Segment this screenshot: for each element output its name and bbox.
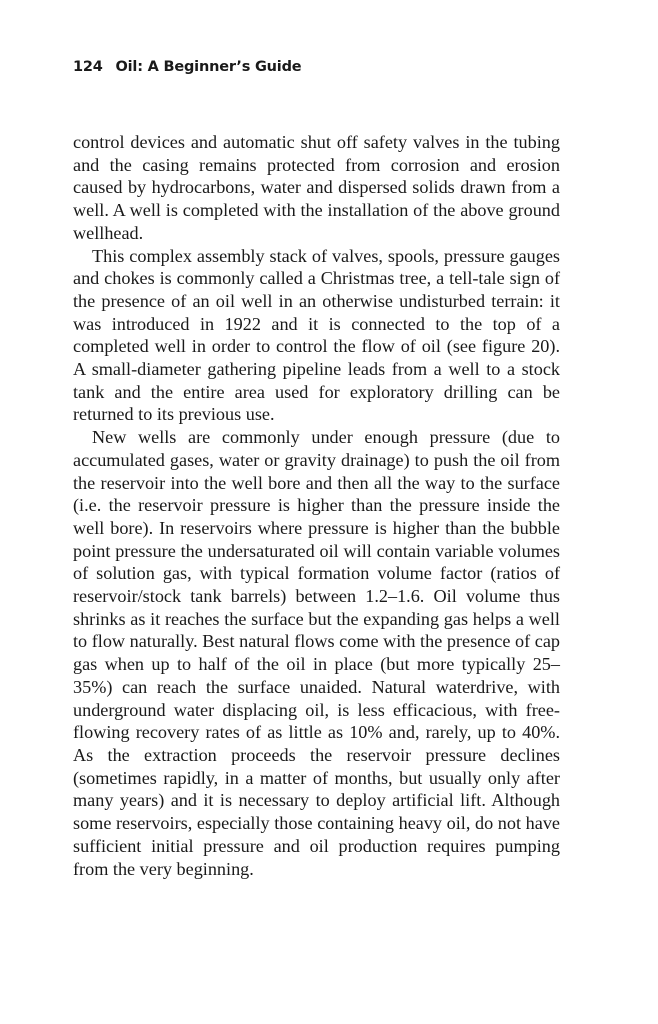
page-number: 124 bbox=[73, 59, 103, 75]
paragraph-continued: control devices and automatic shut off safety valves in the tubing and the casing remains protected from corrosion and erosion caused by hydrocarbons, water and dispersed solids drawn from a well. A well is completed with the installation of the above ground wellhead. bbox=[73, 132, 560, 243]
paragraph-well-pressure: New wells are commonly under enough pressure (due to accumulated gases, water or gravity drainage) to push the oil from the reservoir into the well bore and then all the way to the surface (i.e. the reservoir pressure is higher than the pressure inside the well bore). In reservoirs where pressure is higher than the bubble point pressure the undersaturated oil will contain variable volumes of solution gas, with typical formation volume factor (ratios of reservoir/stock tank barrels) between 1.2–1.6. Oil volume thus shrinks as it reaches the surface but the expanding gas helps a well to flow naturally. Best natural flows come with the presence of cap gas when up to half of the oil in place (but more typically 25–35%) can reach the surface unaided. Natural waterdrive, with underground water displacing oil, is less efficacious, with free-flowing recovery rates of as little as 10% and, rarely, up to 40%. As the extraction proceeds the reservoir pressure declines (sometimes rapidly, in a matter of months, but usually only after many years) and it is necessary to deploy artificial lift. Although some reservoirs, especially those containing heavy oil, do not have sufficient initial pressure and oil production requires pumping from the very beginning. bbox=[73, 427, 560, 879]
body-text bbox=[73, 131, 560, 880]
running-header bbox=[73, 59, 301, 75]
paragraph-christmas-tree: This complex assembly stack of valves, spools, pressure gauges and chokes is commonly called a Christmas tree, a tell-tale sign of the presence of an oil well in an otherwise undisturbed terrain: it was introduced in 1922 and it is connected to the top of a completed well in order to control the flow of oil (see figure 20). A small-diameter gathering pipeline leads from a well to a stock tank and the entire area used for exploratory drilling can be returned to its previous use. bbox=[73, 245, 560, 425]
book-title: Oil: A Beginner’s Guide bbox=[115, 59, 302, 75]
